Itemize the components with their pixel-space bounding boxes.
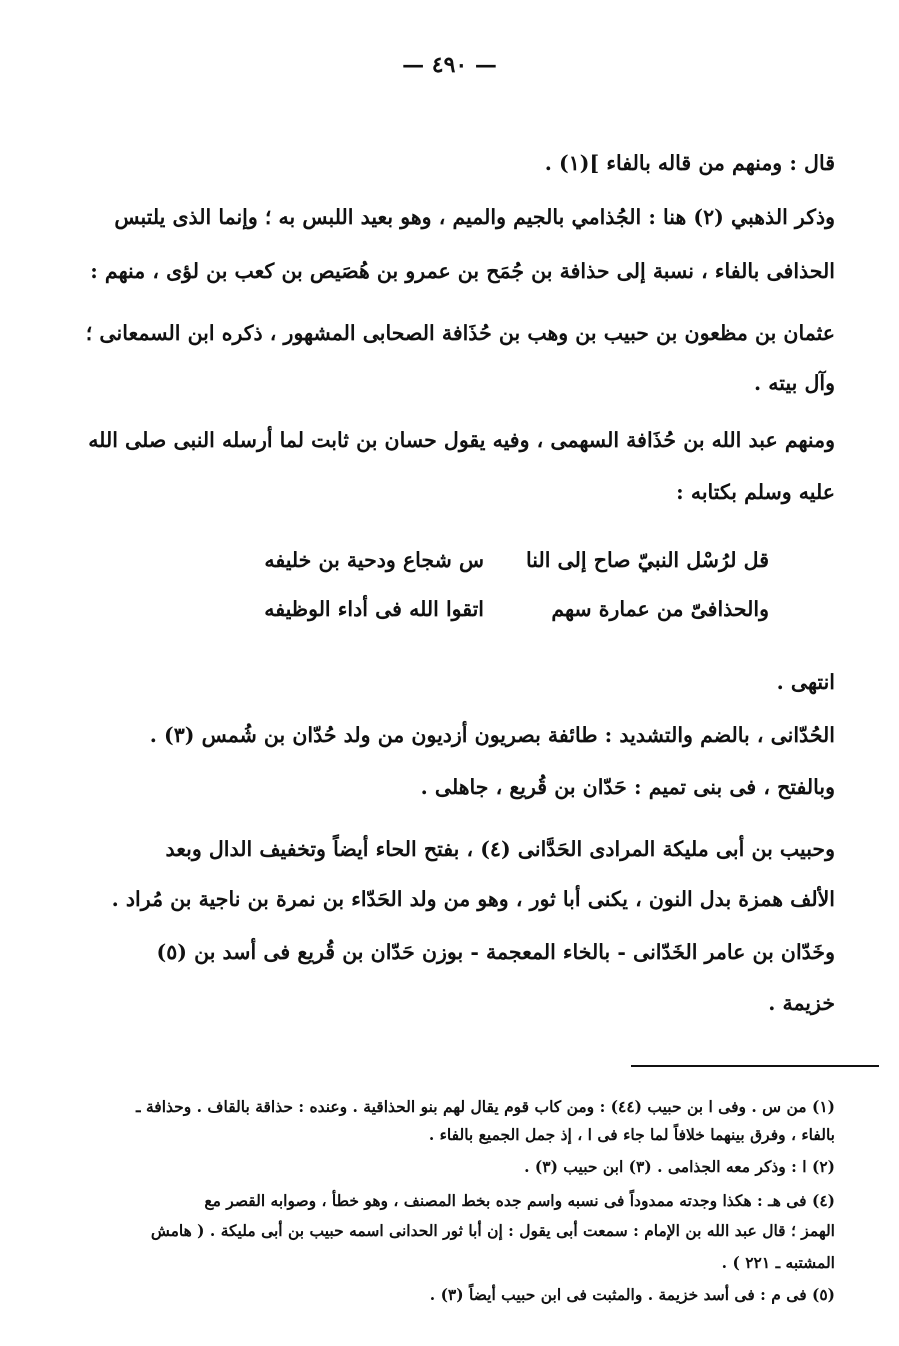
body-line-6: ومنهم عبد الله بن حُذَافة السهمى ، وفيه يقول حسان بن ثابت لما أرسله النبى صلى الله	[88, 428, 835, 452]
footnote-line-4: (٤) فى هـ : هكذا وجدته ممدوداً فى نسبه واسم جده بخط المصنف ، وهو خطأ ، وصوابه القصر مع	[204, 1191, 835, 1210]
body-line-11: وحبيب بن أبى مليكة المرادى الحَدَّانى (٤) ، بفتح الحاء أيضاً وتخفيف الدال وبعد	[165, 837, 835, 861]
footnote-line-5: الهمز ؛ قال عبد الله بن الإمام : سمعت أبى يقول : إن أبا ثور الحدانى اسمه حبيب بن أبى مليكة . ( هامش	[150, 1221, 835, 1240]
footnote-separator	[631, 1065, 879, 1067]
body-line-5: وآل بيته .	[754, 371, 835, 395]
verse-1-first-hemistich: قل لرُسْل النبيّ صاح إلى النا	[526, 548, 769, 572]
body-line-3: الحذافى بالفاء ، نسبة إلى حذافة بن جُمَح بن عمرو بن هُصَيص بن كعب بن لؤى ، منهم :	[90, 259, 835, 283]
body-line-14: خزيمة .	[768, 991, 835, 1015]
body-line-13: وخَدّان بن عامر الخَدّانى - بالخاء المعجمة - بوزن حَدّان بن قُريع فى أسد بن (٥)	[156, 940, 835, 964]
body-line-9: الحُدّانى ، بالضم والتشديد : طائفة بصريون أزديون من ولد حُدّان بن شُمس (٣) .	[149, 723, 835, 747]
footnote-line-7: (٥) فى م : فى أسد خزيمة . والمثبت فى ابن حبيب أيضاً (٣) .	[429, 1285, 835, 1304]
body-line-1: قال : ومنهم من قاله بالفاء ](١) .	[544, 151, 835, 175]
footnote-line-6: المشتبه ـ ٢٢١ ) .	[721, 1253, 835, 1272]
body-line-2: وذكر الذهبي (٢) هنا : الجُذامي بالجيم والميم ، وهو بعيد اللبس به ؛ وإنما الذى يلتبس	[114, 205, 835, 229]
page-number: — ٤٩٠ —	[402, 52, 497, 78]
footnote-line-1: (١) من س . وفى ا بن حبيب (٤٤) : ومن كاب قوم يقال لهم بنو الحذاقية . وعنده : حذاقة بالقاف . وحذافة ـ	[136, 1097, 835, 1116]
body-line-4: عثمان بن مظعون بن حبيب بن وهب بن حُذَافة الصحابى المشهور ، ذكره ابن السمعانى ؛	[85, 321, 835, 345]
verse-2-second-hemistich: اتقوا الله فى أداء الوظيفه	[264, 597, 484, 621]
body-line-12: الألف همزة بدل النون ، يكنى أبا ثور ، وهو من ولد الحَدّاء بن نمرة بن ناجية بن مُراد .	[111, 887, 835, 911]
body-line-10: وبالفتح ، فى بنى تميم : حَدّان بن قُريع ، جاهلى .	[420, 775, 835, 799]
body-line-8: انتهى .	[776, 670, 835, 694]
verse-1-second-hemistich: س شجاع ودحية بن خليفه	[264, 548, 484, 572]
footnote-line-2: بالفاء ، وفرق بينهما خلافاً لما جاء فى ا ، إذ جمل الجميع بالفاء .	[428, 1125, 835, 1144]
footnote-line-3: (٢) ا : وذكر معه الجذامى . (٣) ابن حبيب (٣) .	[524, 1157, 835, 1176]
body-line-7: عليه وسلم بكتابه :	[676, 480, 835, 504]
verse-2-first-hemistich: والحذافىّ من عمارة سهم	[551, 597, 769, 621]
